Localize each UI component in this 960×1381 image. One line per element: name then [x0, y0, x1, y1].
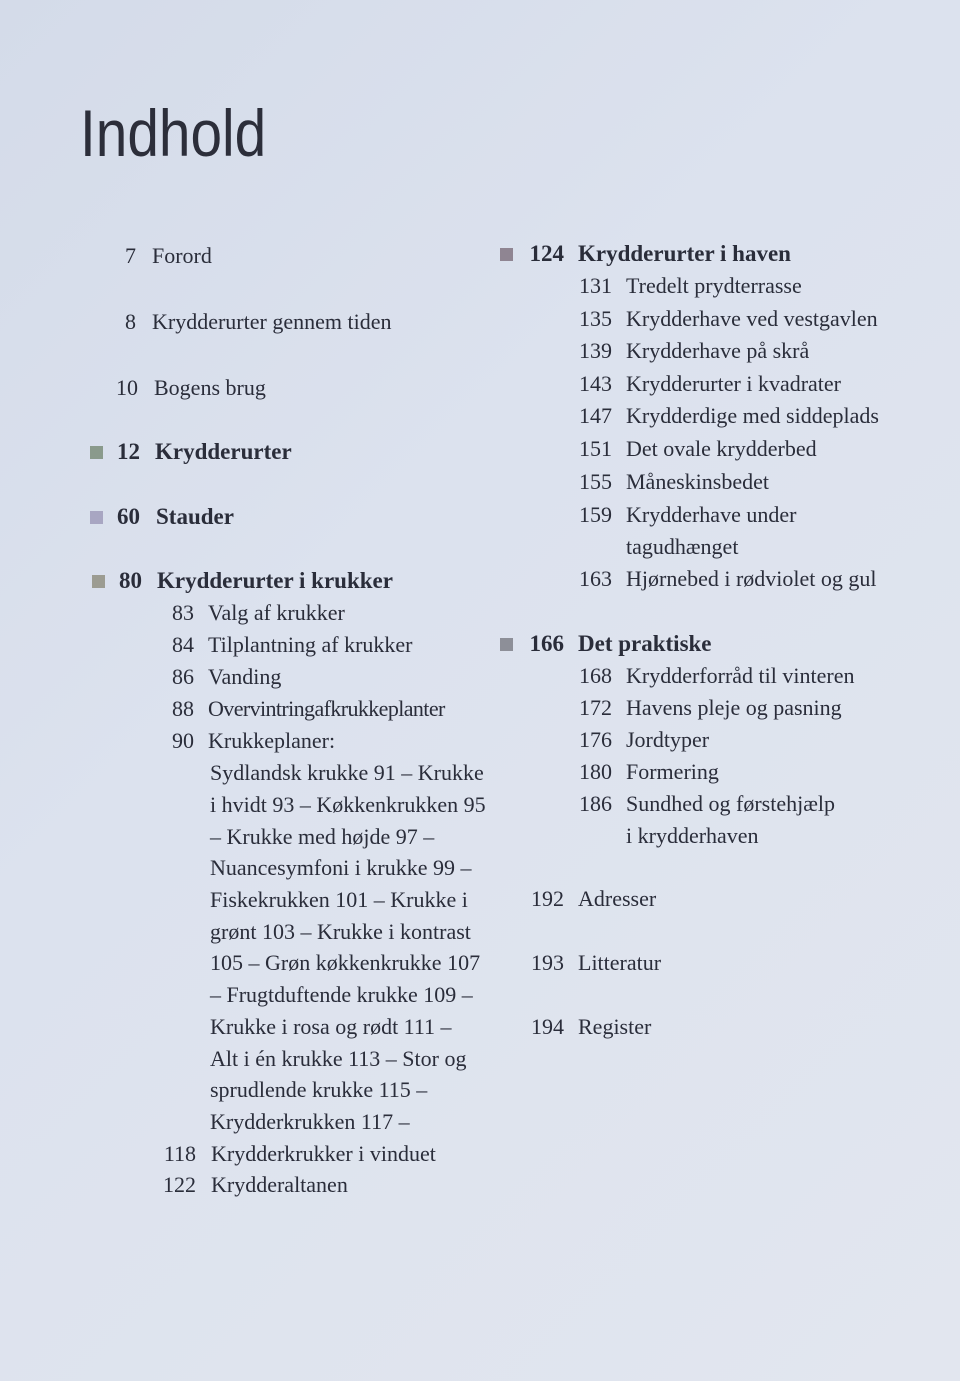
- toc-entry[interactable]: [490, 724, 940, 756]
- toc-entry-tilplantning[interactable]: [0, 629, 480, 661]
- page-title: Indhold: [80, 96, 267, 170]
- krukkeplaner-line: Nuancesymfoni i krukke 99 –: [210, 855, 472, 880]
- page-number: 135: [579, 306, 612, 331]
- page-number: 86: [172, 664, 194, 689]
- page-number: 143: [579, 371, 612, 396]
- entry-title: Jordtyper: [626, 727, 710, 752]
- section-title: Det praktiske: [578, 631, 712, 656]
- page-number: 186: [579, 791, 612, 816]
- entry-title: Krydderurter gennem tiden: [152, 309, 392, 334]
- toc-entry[interactable]: [490, 368, 940, 400]
- toc-section-krydderurter-i-haven[interactable]: [490, 238, 940, 270]
- entry-title: Krukkeplaner:: [208, 728, 336, 753]
- page-number: 8: [125, 309, 136, 334]
- toc-entry[interactable]: [490, 788, 940, 820]
- krukkeplaner-line: grønt 103 – Krukke i kontrast: [210, 919, 471, 944]
- entry-title: Krydderaltanen: [211, 1172, 348, 1197]
- toc-entry-krydderaltanen[interactable]: [0, 1169, 480, 1201]
- entry-title: Krydderdige med siddeplads: [626, 403, 879, 428]
- page-number: 90: [172, 728, 194, 753]
- page-number: 118: [163, 1141, 196, 1166]
- entry-title: Krydderkrukker i vinduet: [211, 1141, 436, 1166]
- page-number: 7: [125, 243, 136, 268]
- toc-entry-overvintring[interactable]: [0, 693, 480, 725]
- entry-title: Krydderhave under: [626, 502, 797, 527]
- page-number: 155: [579, 469, 612, 494]
- entry-title: Havens pleje og pasning: [626, 695, 842, 720]
- krukkeplaner-line: Krydderkrukken 117 –: [210, 1109, 410, 1134]
- toc-entry[interactable]: [490, 335, 940, 367]
- toc-entry[interactable]: [490, 400, 940, 432]
- krukkeplaner-line: i hvidt 93 – Køkkenkrukken 95: [210, 792, 486, 817]
- toc-entry-continuation: [490, 820, 940, 852]
- entry-title: Krydderurter i kvadrater: [626, 371, 842, 396]
- toc-entry-forord[interactable]: [0, 240, 480, 272]
- krukkeplaner-line: Sydlandsk krukke 91 – Krukke: [210, 760, 484, 785]
- toc-section-krydderurter[interactable]: [0, 436, 480, 468]
- page-number: 147: [579, 403, 612, 428]
- toc-entry[interactable]: [490, 692, 940, 724]
- page-number: 176: [579, 727, 612, 752]
- toc-entry[interactable]: [490, 660, 940, 692]
- entry-title: Krydderhave på skrå: [626, 338, 810, 363]
- entry-title: Det ovale krydderbed: [626, 436, 817, 461]
- entry-title: Krydderhave ved vestgavlen: [626, 306, 878, 331]
- entry-title: Forord: [152, 243, 212, 268]
- toc-entry[interactable]: [490, 466, 940, 498]
- entry-title: Formering: [626, 759, 719, 784]
- krukkeplaner-line: – Krukke med højde 97 –: [210, 824, 435, 849]
- toc-entry-bogens-brug[interactable]: [0, 372, 480, 404]
- page-number: 159: [579, 502, 612, 527]
- section-title: Stauder: [156, 504, 234, 529]
- page-number: 194: [531, 1014, 564, 1039]
- entry-title: Tredelt prydterrasse: [626, 273, 802, 298]
- entry-title: i krydderhaven: [626, 823, 759, 848]
- page-number: 88: [172, 696, 194, 721]
- krukkeplaner-line: sprudlende krukke 115 –: [210, 1077, 428, 1102]
- toc-entry[interactable]: [490, 433, 940, 465]
- entry-title: Overvintringafkrukkeplanter: [208, 696, 445, 721]
- toc-entry-continuation: [490, 531, 940, 563]
- page-number: 122: [163, 1172, 196, 1197]
- toc-section-det-praktiske[interactable]: [490, 628, 940, 660]
- entry-title: Sundhed og førstehjælp: [626, 791, 835, 816]
- toc-entry-krydderurter-gennem-tiden[interactable]: [0, 306, 480, 338]
- toc-entry[interactable]: [490, 303, 940, 335]
- page-number: 80: [119, 568, 142, 593]
- entry-title: Hjørnebed i rødviolet og gul: [626, 566, 877, 591]
- krukkeplaner-line: 105 – Grøn køkkenkrukke 107: [210, 950, 481, 975]
- toc-entry-adresser[interactable]: [490, 883, 940, 915]
- entry-title: Valg af krukker: [208, 600, 345, 625]
- entry-title: Litteratur: [578, 950, 662, 975]
- toc-entry[interactable]: [490, 499, 940, 531]
- page-number: 172: [579, 695, 612, 720]
- entry-title: Krydderforråd til vinteren: [626, 663, 855, 688]
- page-number: 168: [579, 663, 612, 688]
- toc-entry-krukkeplaner[interactable]: [0, 725, 480, 757]
- page-number: 83: [172, 600, 194, 625]
- krukkeplaner-line: Fiskekrukken 101 – Krukke i: [210, 887, 468, 912]
- toc-entry-vanding[interactable]: [0, 661, 480, 693]
- page-number: 60: [117, 504, 140, 529]
- page-number: 163: [579, 566, 612, 591]
- toc-section-krydderurter-i-krukker[interactable]: [0, 565, 480, 597]
- page-number: 10: [116, 375, 138, 400]
- page-number: 131: [579, 273, 612, 298]
- entry-title: Vanding: [208, 664, 282, 689]
- toc-entry[interactable]: [490, 270, 940, 302]
- entry-title: Tilplantning af krukker: [208, 632, 413, 657]
- krukkeplaner-line: Krukke i rosa og rødt 111 –: [210, 1014, 452, 1039]
- krukkeplaner-line: – Frugtduftende krukke 109 –: [210, 982, 473, 1007]
- page-number: 180: [579, 759, 612, 784]
- toc-section-stauder[interactable]: [0, 501, 480, 533]
- toc-entry[interactable]: [490, 563, 940, 595]
- section-title: Krydderurter: [155, 439, 292, 464]
- toc-entry-litteratur[interactable]: [490, 947, 940, 979]
- krukkeplaner-line: Alt i én krukke 113 – Stor og: [210, 1046, 467, 1071]
- entry-title: Måneskinsbedet: [626, 469, 769, 494]
- page-number: 12: [117, 439, 140, 464]
- entry-title: Bogens brug: [154, 375, 266, 400]
- page-number: 84: [172, 632, 194, 657]
- page-number: 192: [531, 886, 564, 911]
- page-number: 124: [529, 241, 564, 266]
- page-number: 193: [531, 950, 564, 975]
- page-number: 139: [579, 338, 612, 363]
- page-number: 151: [579, 436, 612, 461]
- entry-title: Adresser: [578, 886, 657, 911]
- toc-entry[interactable]: [490, 756, 940, 788]
- toc-entry-krydderkrukker-i-vinduet[interactable]: [0, 1138, 480, 1170]
- toc-entry-valg-af-krukker[interactable]: [0, 597, 480, 629]
- section-title: Krydderurter i krukker: [157, 568, 393, 593]
- entry-title: tagudhænget: [626, 534, 739, 559]
- section-title: Krydderurter i haven: [578, 241, 791, 266]
- entry-title: Register: [578, 1014, 652, 1039]
- page-number: 166: [529, 631, 564, 656]
- toc-entry-register[interactable]: [490, 1011, 940, 1043]
